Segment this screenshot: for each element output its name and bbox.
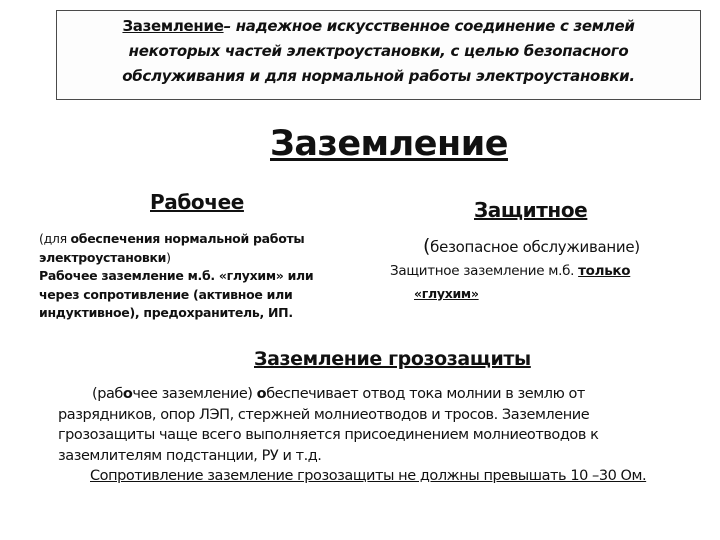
resistance-note: Сопротивление заземление грозозащиты не должны превышать 10 –30 Ом. xyxy=(90,468,647,484)
definition-line-3: обслуживания и для нормальной работы электроустановки. xyxy=(122,67,635,85)
definition-line-1 xyxy=(57,17,700,35)
paragraph-text: чее заземление) xyxy=(132,386,257,402)
working-line-text: электроустановки xyxy=(39,249,167,265)
working-grounding-heading: Рабочее xyxy=(150,190,244,214)
working-line xyxy=(39,249,313,268)
paragraph-text: о xyxy=(256,386,267,402)
protective-subtitle xyxy=(423,235,640,257)
paragraph-line xyxy=(58,384,698,405)
working-line: Рабочее заземление м.б. «глухим» или xyxy=(39,268,314,283)
working-line-text: (для xyxy=(39,231,71,246)
working-grounding-description xyxy=(39,230,313,323)
protective-line-1 xyxy=(390,263,630,279)
definition-term: Заземление xyxy=(122,17,224,35)
working-line-text: обеспечения нормальной работы xyxy=(70,231,305,246)
paragraph-line: разрядников, опор ЛЭП, стержней молниеотводов и тросов. Заземление xyxy=(58,406,590,423)
paragraph-text: беспечивает отвод тока молнии в землю от xyxy=(266,386,585,402)
paragraph-line: грозозащиты чаще всего выполняется присоединением молниеотводов к xyxy=(58,427,599,443)
protective-only-emphasis: только xyxy=(578,263,631,279)
working-line-text: ) xyxy=(166,249,171,265)
working-line xyxy=(39,230,313,249)
paren: ( xyxy=(423,235,431,257)
lightning-grounding-heading: Заземление грозозащиты xyxy=(254,348,531,370)
definition-line-1-text: надежное искусственное соединение с землей xyxy=(235,17,635,35)
lightning-paragraph xyxy=(58,384,698,466)
paragraph-line: заземлителям подстанции, РУ и т.д. xyxy=(58,447,322,464)
protective-subtitle-text: безопасное обслуживание) xyxy=(430,238,640,256)
protective-line-2: «глухим» xyxy=(414,286,479,301)
protective-line-1-text: Защитное заземление м.б. xyxy=(390,263,579,279)
main-title: Заземление xyxy=(270,124,508,164)
protective-grounding-heading: Защитное xyxy=(474,198,588,222)
working-line: через сопротивление (активное или xyxy=(39,286,293,302)
paragraph-text: о xyxy=(122,386,133,402)
definition-dash: – xyxy=(223,17,236,35)
definition-box xyxy=(56,10,701,100)
working-line: индуктивное), предохранитель, ИП. xyxy=(39,305,293,320)
definition-line-2: некоторых частей электроустановки, с целью безопасного xyxy=(128,42,629,60)
paragraph-text: (раб xyxy=(92,386,123,402)
